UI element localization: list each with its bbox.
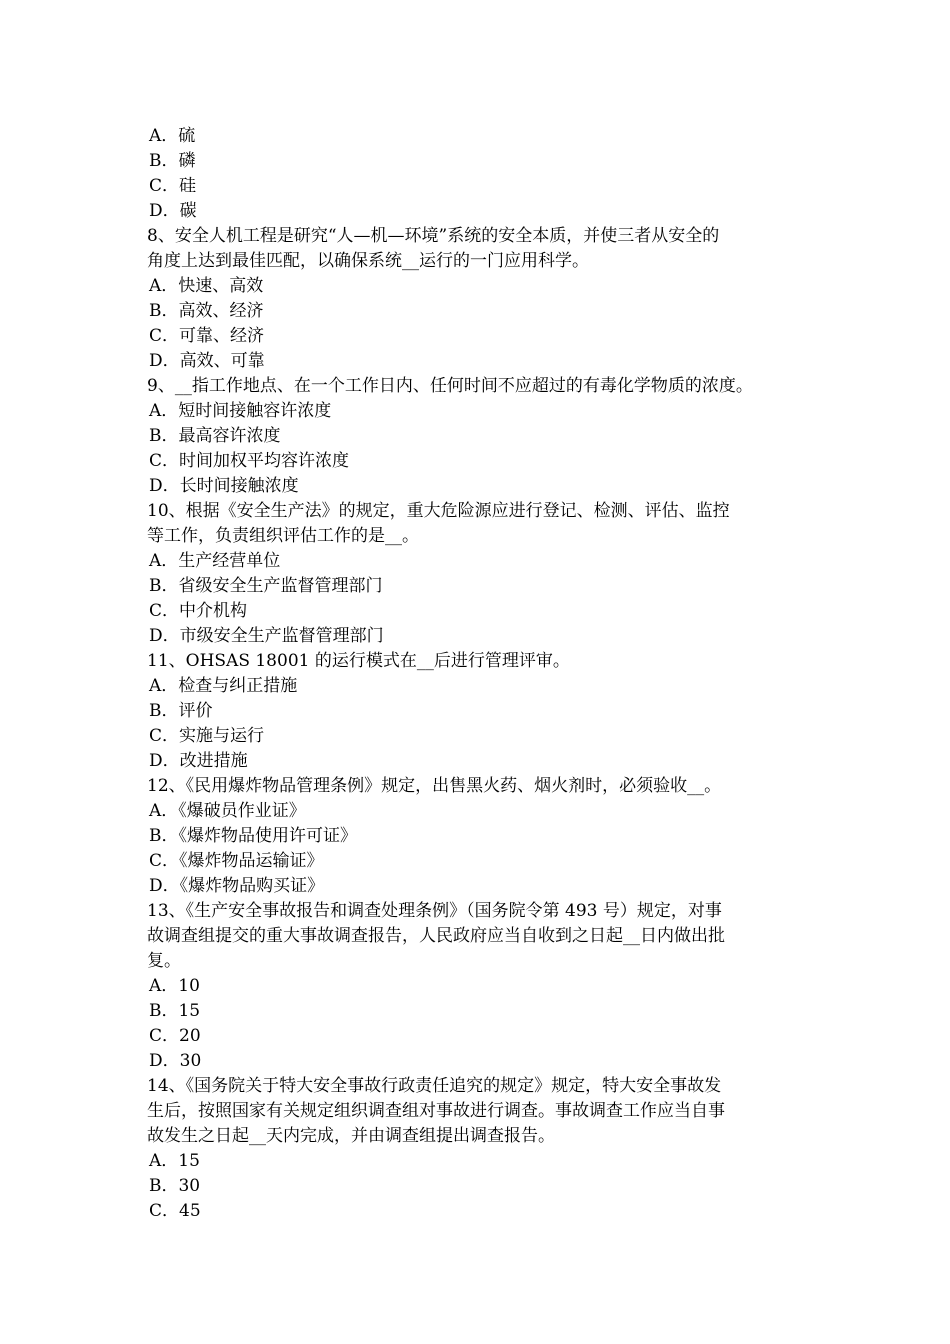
answer-option: A．10 [149, 976, 200, 996]
answer-option: A．快速、高效 [149, 276, 264, 296]
answer-option: D．高效、可靠 [149, 351, 265, 371]
answer-option: D．改进措施 [149, 751, 248, 771]
answer-option: A．检查与纠正措施 [149, 676, 298, 696]
answer-option: A．《爆破员作业证》 [149, 801, 306, 821]
question-text-line: 13、《生产安全事故报告和调查处理条例》（国务院令第 493 号）规定，对事 [147, 901, 722, 921]
question-text-line: 等工作，负责组织评估工作的是__。 [147, 526, 419, 546]
answer-option: B．评价 [149, 701, 213, 721]
answer-option: A．硫 [149, 126, 196, 146]
answer-option: B．高效、经济 [149, 301, 264, 321]
question-text-line: 故调查组提交的重大事故调查报告，人民政府应当自收到之日起__日内做出批 [147, 926, 725, 946]
answer-option: D．市级安全生产监督管理部门 [149, 626, 384, 646]
answer-option: C．时间加权平均容许浓度 [149, 451, 350, 471]
answer-option: B．磷 [149, 151, 196, 171]
answer-option: C．实施与运行 [149, 726, 265, 746]
question-text-line: 故发生之日起__天内完成，并由调查组提出调查报告。 [147, 1126, 555, 1146]
answer-option: C．20 [149, 1026, 201, 1046]
answer-option: A．生产经营单位 [149, 551, 281, 571]
document-body [147, 124, 817, 1224]
answer-option: B．最高容许浓度 [149, 426, 281, 446]
question-text-line: 11、OHSAS 18001 的运行模式在__后进行管理评审。 [147, 651, 570, 671]
answer-option: D．长时间接触浓度 [149, 476, 299, 496]
answer-option: B．省级安全生产监督管理部门 [149, 576, 383, 596]
question-text-line: 14、《国务院关于特大安全事故行政责任追究的规定》规定，特大安全事故发 [147, 1076, 722, 1096]
question-text-line: 8、安全人机工程是研究“人—机—环境”系统的安全本质，并使三者从安全的 [147, 226, 720, 246]
question-text-line: 复。 [147, 951, 181, 971]
answer-option: C．可靠、经济 [149, 326, 265, 346]
answer-option: D．《爆炸物品购买证》 [149, 876, 325, 896]
answer-option: A．15 [149, 1151, 200, 1171]
answer-option: C．45 [149, 1201, 201, 1221]
question-text-line: 9、__指工作地点、在一个工作日内、任何时间不应超过的有毒化学物质的浓度。 [147, 376, 753, 396]
answer-option: A．短时间接触容许浓度 [149, 401, 332, 421]
answer-option: D．30 [149, 1051, 202, 1071]
answer-option: C．中介机构 [149, 601, 248, 621]
answer-option: C．《爆炸物品运输证》 [149, 851, 324, 871]
answer-option: B．《爆炸物品使用许可证》 [149, 826, 357, 846]
question-text-line: 生后，按照国家有关规定组织调查组对事故进行调查。事故调查工作应当自事 [147, 1101, 725, 1121]
question-text-line: 角度上达到最佳匹配，以确保系统__运行的一门应用科学。 [147, 251, 589, 271]
question-text-line: 12、《民用爆炸物品管理条例》规定，出售黑火药、烟火剂时，必须验收__。 [147, 776, 722, 796]
question-text-line: 10、根据《安全生产法》的规定，重大危险源应进行登记、检测、评估、监控 [147, 501, 730, 521]
answer-option: B．30 [149, 1176, 201, 1196]
answer-option: B．15 [149, 1001, 201, 1021]
answer-option: C．硅 [149, 176, 197, 196]
answer-option: D．碳 [149, 201, 197, 221]
